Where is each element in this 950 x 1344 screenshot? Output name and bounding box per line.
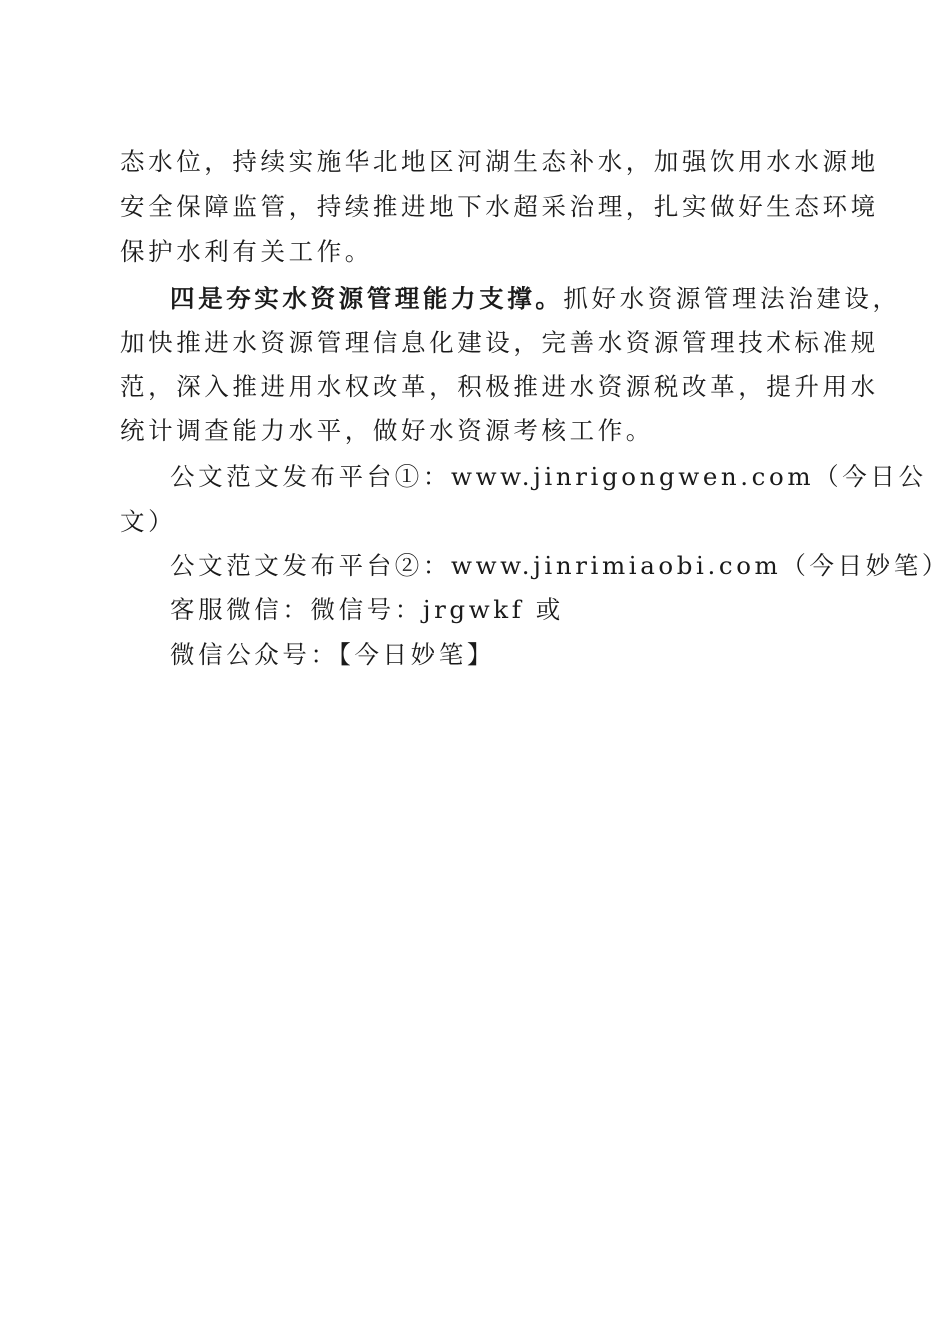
paragraph-line: 保护水利有关工作。 [120,237,373,266]
bold-lead-text: 四是夯实水资源管理能力支撑。 [170,284,564,313]
paragraph-text: 抓好水资源管理法治建设， [563,284,901,313]
paragraph-line: 统计调查能力水平，做好水资源考核工作。 [120,416,654,445]
platform-1-line: 公文范文发布平台①：www.jinrigongwen.com（今日公 [170,462,927,491]
wechat-official-line: 微信公众号：【今日妙笔】 [170,640,495,669]
paragraph-line: 安全保障监管，持续推进地下水超采治理，扎实做好生态环境 [120,192,879,221]
paragraph-line: 范，深入推进用水权改革，积极推进水资源税改革，提升用水 [120,372,879,401]
platform-2-line: 公文范文发布平台②：www.jinrimiaobi.com（今日妙笔） [170,551,950,580]
paragraph-line: 加快推进水资源管理信息化建设，完善水资源管理技术标准规 [120,328,879,357]
paragraph-line: 态水位，持续实施华北地区河湖生态补水，加强饮用水水源地 [120,147,879,176]
platform-1-continuation: 文） [120,507,177,536]
wechat-service-line: 客服微信：微信号：jrgwkf 或 [170,595,564,624]
paragraph-line [170,284,901,314]
